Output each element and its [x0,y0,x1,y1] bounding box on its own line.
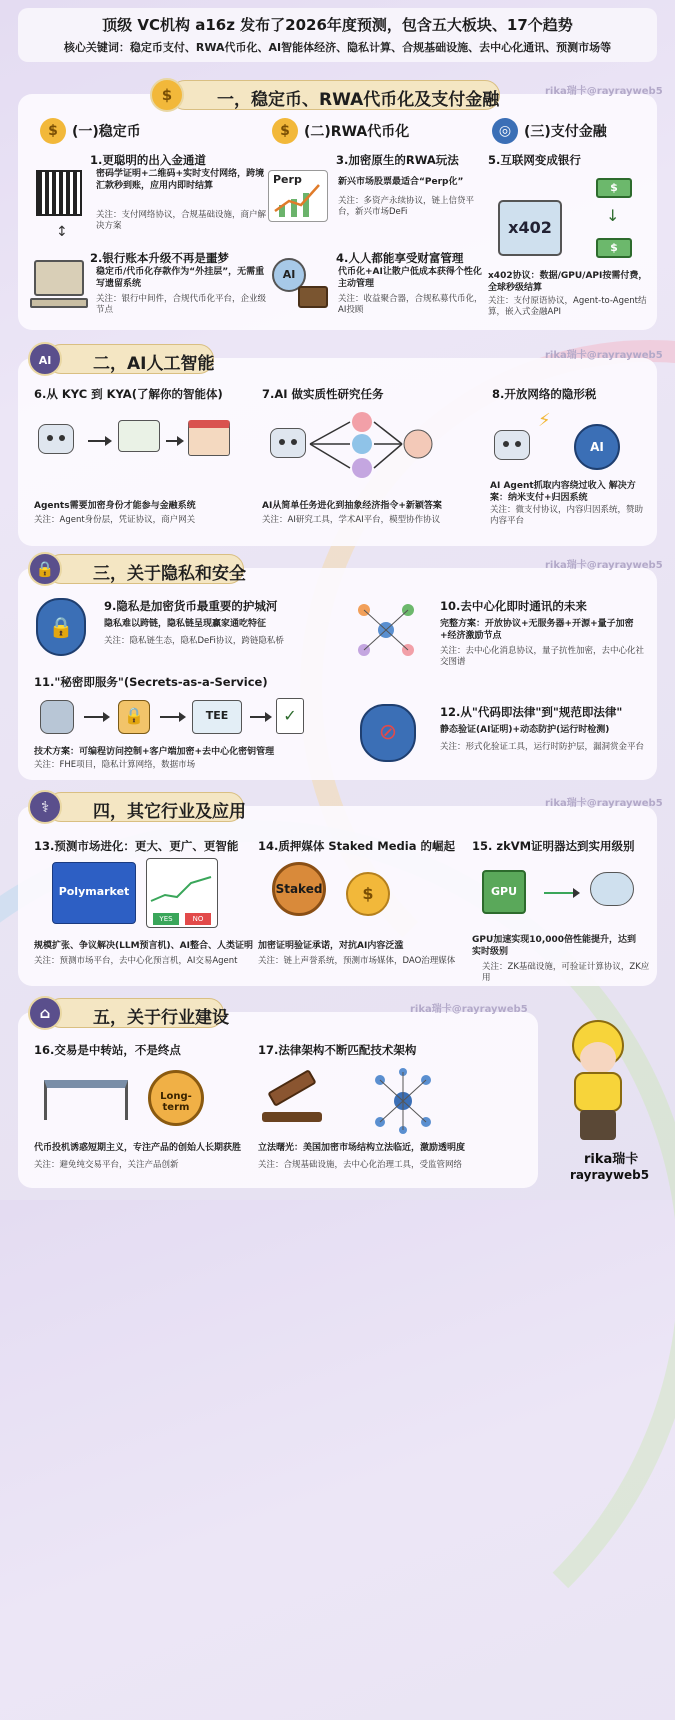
storefront-icon [188,420,230,456]
gpu-chip-icon: GPU [482,870,526,914]
item-9-note: 关注：隐私链生态，隐私DeFi协议，跨链隐私桥 [104,636,284,646]
item-2-title: 2.银行账本升级不再是噩梦 [90,251,229,265]
section-1-title: 一，稳定币、RWA代币化及支付金融 [170,80,500,110]
arrow-right-icon [160,716,184,718]
qr-code-icon [36,170,82,216]
lightning-icon: ⚡ [538,410,551,431]
cash-icon: $ [596,178,632,198]
shield-blocked-icon: ⊘ [360,704,416,762]
robot-icon [38,424,74,454]
polymarket-screen: Polymarket [52,862,136,924]
tee-chip-icon: TEE [192,700,242,734]
item-7-note: 关注：AI研究工具，学术AI平台，模型协作协议 [262,515,441,525]
arrow-down-icon: ↕ [56,224,68,240]
coin-stack-icon: $ [346,872,390,916]
coin-icon: $ [40,118,66,144]
section-4-title: 四，其它行业及应用 [46,792,244,822]
item-17-note: 关注：合规基础设施，去中心化治理工具，受监管网络 [258,1160,463,1170]
item-8-body: AI Agent抓取内容绕过收入 解决方案：纳米支付+归因系统 [490,481,636,503]
item-3-body: 新兴市场股票最适合“Perp化” [338,177,464,187]
coin-icon: $ [272,118,298,144]
watermark: rika瑞卡@rayrayweb5 [545,86,663,97]
item-10-body: 完整方案：开放协议+无服务器+开源+量子加密+经济激励节点 [440,619,634,641]
market-chart-screen [146,858,218,928]
item-7-body: AI从简单任务进化到抽象经济指令+新颖答案 [262,501,442,511]
dna-icon: ⚕ [28,790,62,824]
arrow-right-icon [88,440,110,442]
watermark: rika瑞卡@rayrayweb5 [545,350,663,361]
item-14-title: 14.质押媒体 Staked Media 的崛起 [258,839,455,853]
cloud-icon [590,872,634,906]
id-card-icon [118,420,160,452]
database-icon [40,700,74,734]
item-11-note: 关注：FHE项目，隐私计算网络，数据市场 [34,760,196,770]
page-title: 顶级 VC机构 a16z 发布了2026年度预测，包含五大板块、17个趋势 [102,16,573,34]
checked-document-icon: ✓ [276,698,304,734]
item-12-body: 静态验证(AI证明)+动态防护(运行时检测) [440,725,610,735]
item-5-note: 关注：支付原语协议，Agent-to-Agent结算，嵌入式金融API [488,296,647,317]
item-1-title: 1.更聪明的出入金通道 [90,153,206,167]
item-15-note: 关注：ZK基础设施，可验证计算协议，ZK应用 [482,962,650,983]
item-4-body: 代币化+AI让散户低成本获得个性化主动管理 [338,267,482,289]
lock-icon: 🔒 [118,700,150,734]
item-5-body: x402协议：数据/GPU/API按需付费，全球秒级结算 [488,271,648,293]
chart-line-icon [147,869,217,909]
item-8-note: 关注：微支付协议，内容归因系统，赞助内容平台 [490,505,644,526]
computer-terminal-icon [34,260,84,296]
watermark: rika瑞卡@rayrayweb5 [545,560,663,571]
signature-handle: rayrayweb5 [570,1168,650,1182]
character-illustration [560,1020,636,1140]
ai-chip-icon: AI [28,342,62,376]
signature-name: rika瑞卡 [584,1152,639,1167]
decentralized-network-icon [356,600,416,660]
subsection-stablecoin: (一)稳定币 [72,124,141,140]
section-5-title: 五，关于行业建设 [46,998,224,1028]
subsection-rwa: (二)RWA代币化 [304,124,410,140]
item-12-title: 12.从"代码即法律"到"规范即法律" [440,705,623,719]
item-1-body: 密码学证明+二维码+实时支付网络，跨境汇款秒到账，应用内即时结算 [96,169,265,191]
arrow-right-icon [84,716,108,718]
subsection-payments: (三)支付金融 [524,124,607,140]
item-12-note: 关注：形式化验证工具，运行时防护层，漏洞赏金平台 [440,742,645,752]
item-16-body: 代币投机诱惑短期主义，专注产品的创始人长期获胜 [34,1143,242,1153]
item-10-note: 关注：去中心化消息协议，量子抗性加密，去中心化社交图谱 [440,646,645,667]
perp-chart-icon [268,170,328,222]
item-13-title: 13.预测市场进化：更大、更广、更智能 [34,839,239,853]
arrow-right-icon [166,440,182,442]
ai-globe-icon: AI [574,424,620,470]
item-16-title: 16.交易是中转站，不是终点 [34,1043,181,1057]
watermark: rika瑞卡@rayrayweb5 [410,1004,528,1015]
no-button: NO [185,913,211,925]
ai-head-icon: AI [272,258,306,292]
x402-screen-icon: x402 [498,200,562,256]
item-17-title: 17.法律架构不断匹配技术架构 [258,1043,417,1057]
rising-line-icon [269,171,327,221]
lock-icon: 🔒 [28,552,62,586]
item-6-note: 关注：Agent身份层，凭证协议，商户网关 [34,515,196,525]
item-14-note: 关注：链上声誉系统，预测市场媒体，DAO治理媒体 [258,956,456,966]
briefcase-icon [298,286,328,308]
item-16-note: 关注：避免纯交易平台，关注产品创新 [34,1160,179,1170]
keywords: 核心关键词：稳定币支付、RWA代币化、AI智能体经济、隐私计算、合规基础设施、去中心化通讯、预测市场等 [63,41,612,54]
item-6-title: 6.从 KYC 到 KYA(了解你的智能体) [34,387,223,401]
item-17-body: 立法曙光：美国加密市场结构立法临近，激励透明度 [258,1143,466,1153]
item-9-body: 隐私难以跨链，隐私链呈现赢家通吃特征 [104,619,267,629]
network-node-icon [370,1068,436,1134]
coin-stack-icon: $ [150,78,184,112]
item-5-title: 5.互联网变成银行 [488,153,581,167]
shield-lock-icon: 🔒 [36,598,86,656]
item-13-body: 规模扩张、争议解决(LLM预言机)、AI整合、人类证明 [34,941,253,951]
robot-icon [494,430,530,460]
item-15-body: GPU加速实现10,000倍性能提升，达到实时级别 [472,935,637,957]
arrow-right-icon [250,716,270,718]
long-term-badge-icon: Long-term [148,1070,204,1126]
header [18,8,657,62]
item-11-title: 11."秘密即服务"(Secrets-as-a-Service) [34,675,268,689]
arrow-right-icon [544,892,578,894]
item-3-title: 3.加密原生的RWA玩法 [336,153,459,167]
item-13-note: 关注：预测市场平台，去中心化预言机，AI交易Agent [34,956,238,966]
perp-label: Perp [273,173,302,186]
cash-icon: $ [596,238,632,258]
item-6-body: Agents需要加密身份才能参与金融系统 [34,501,196,511]
building-icon: ⌂ [28,996,62,1030]
item-8-title: 8.开放网络的隐形税 [492,387,597,401]
item-11-body: 技术方案：可编程访问控制+客户端加密+去中心化密钥管理 [34,747,275,757]
keyboard-icon [30,298,88,308]
item-2-note: 关注：银行中间件，合规代币化平台，企业级节点 [96,294,267,315]
robot-icon [270,428,306,458]
globe-icon: ◎ [492,118,518,144]
gavel-base-icon [262,1112,322,1122]
section-3-title: 三，关于隐私和安全 [46,554,244,584]
bridge-icon [44,1080,128,1120]
item-4-title: 4.人人都能享受财富管理 [336,251,464,265]
section-2-title: 二，AI人工智能 [46,344,214,374]
staked-badge-icon: Staked [272,862,326,916]
watermark: rika瑞卡@rayrayweb5 [545,798,663,809]
item-15-title: 15. zkVM证明器达到实用级别 [472,839,635,853]
item-14-body: 加密证明验证承诺，对抗AI内容泛滥 [258,941,404,951]
arrow-down-icon: ↓ [606,206,620,225]
item-2-body: 稳定币/代币化存款作为“外挂层”，无需重写遗留系统 [96,267,265,289]
item-1-note: 关注：支付网络协议，合规基础设施，商户解决方案 [96,210,267,231]
item-3-note: 关注：多资产永续协议，链上信贷平台，新兴市场DeFi [338,196,475,217]
item-10-title: 10.去中心化即时通讯的未来 [440,599,587,613]
item-9-title: 9.隐私是加密货币最重要的护城河 [104,599,278,613]
yes-button: YES [153,913,179,925]
brain-network-icon [306,410,436,480]
item-7-title: 7.AI 做实质性研究任务 [262,387,384,401]
item-4-note: 关注：收益聚合器，合规私募代币化，AI投顾 [338,294,483,315]
